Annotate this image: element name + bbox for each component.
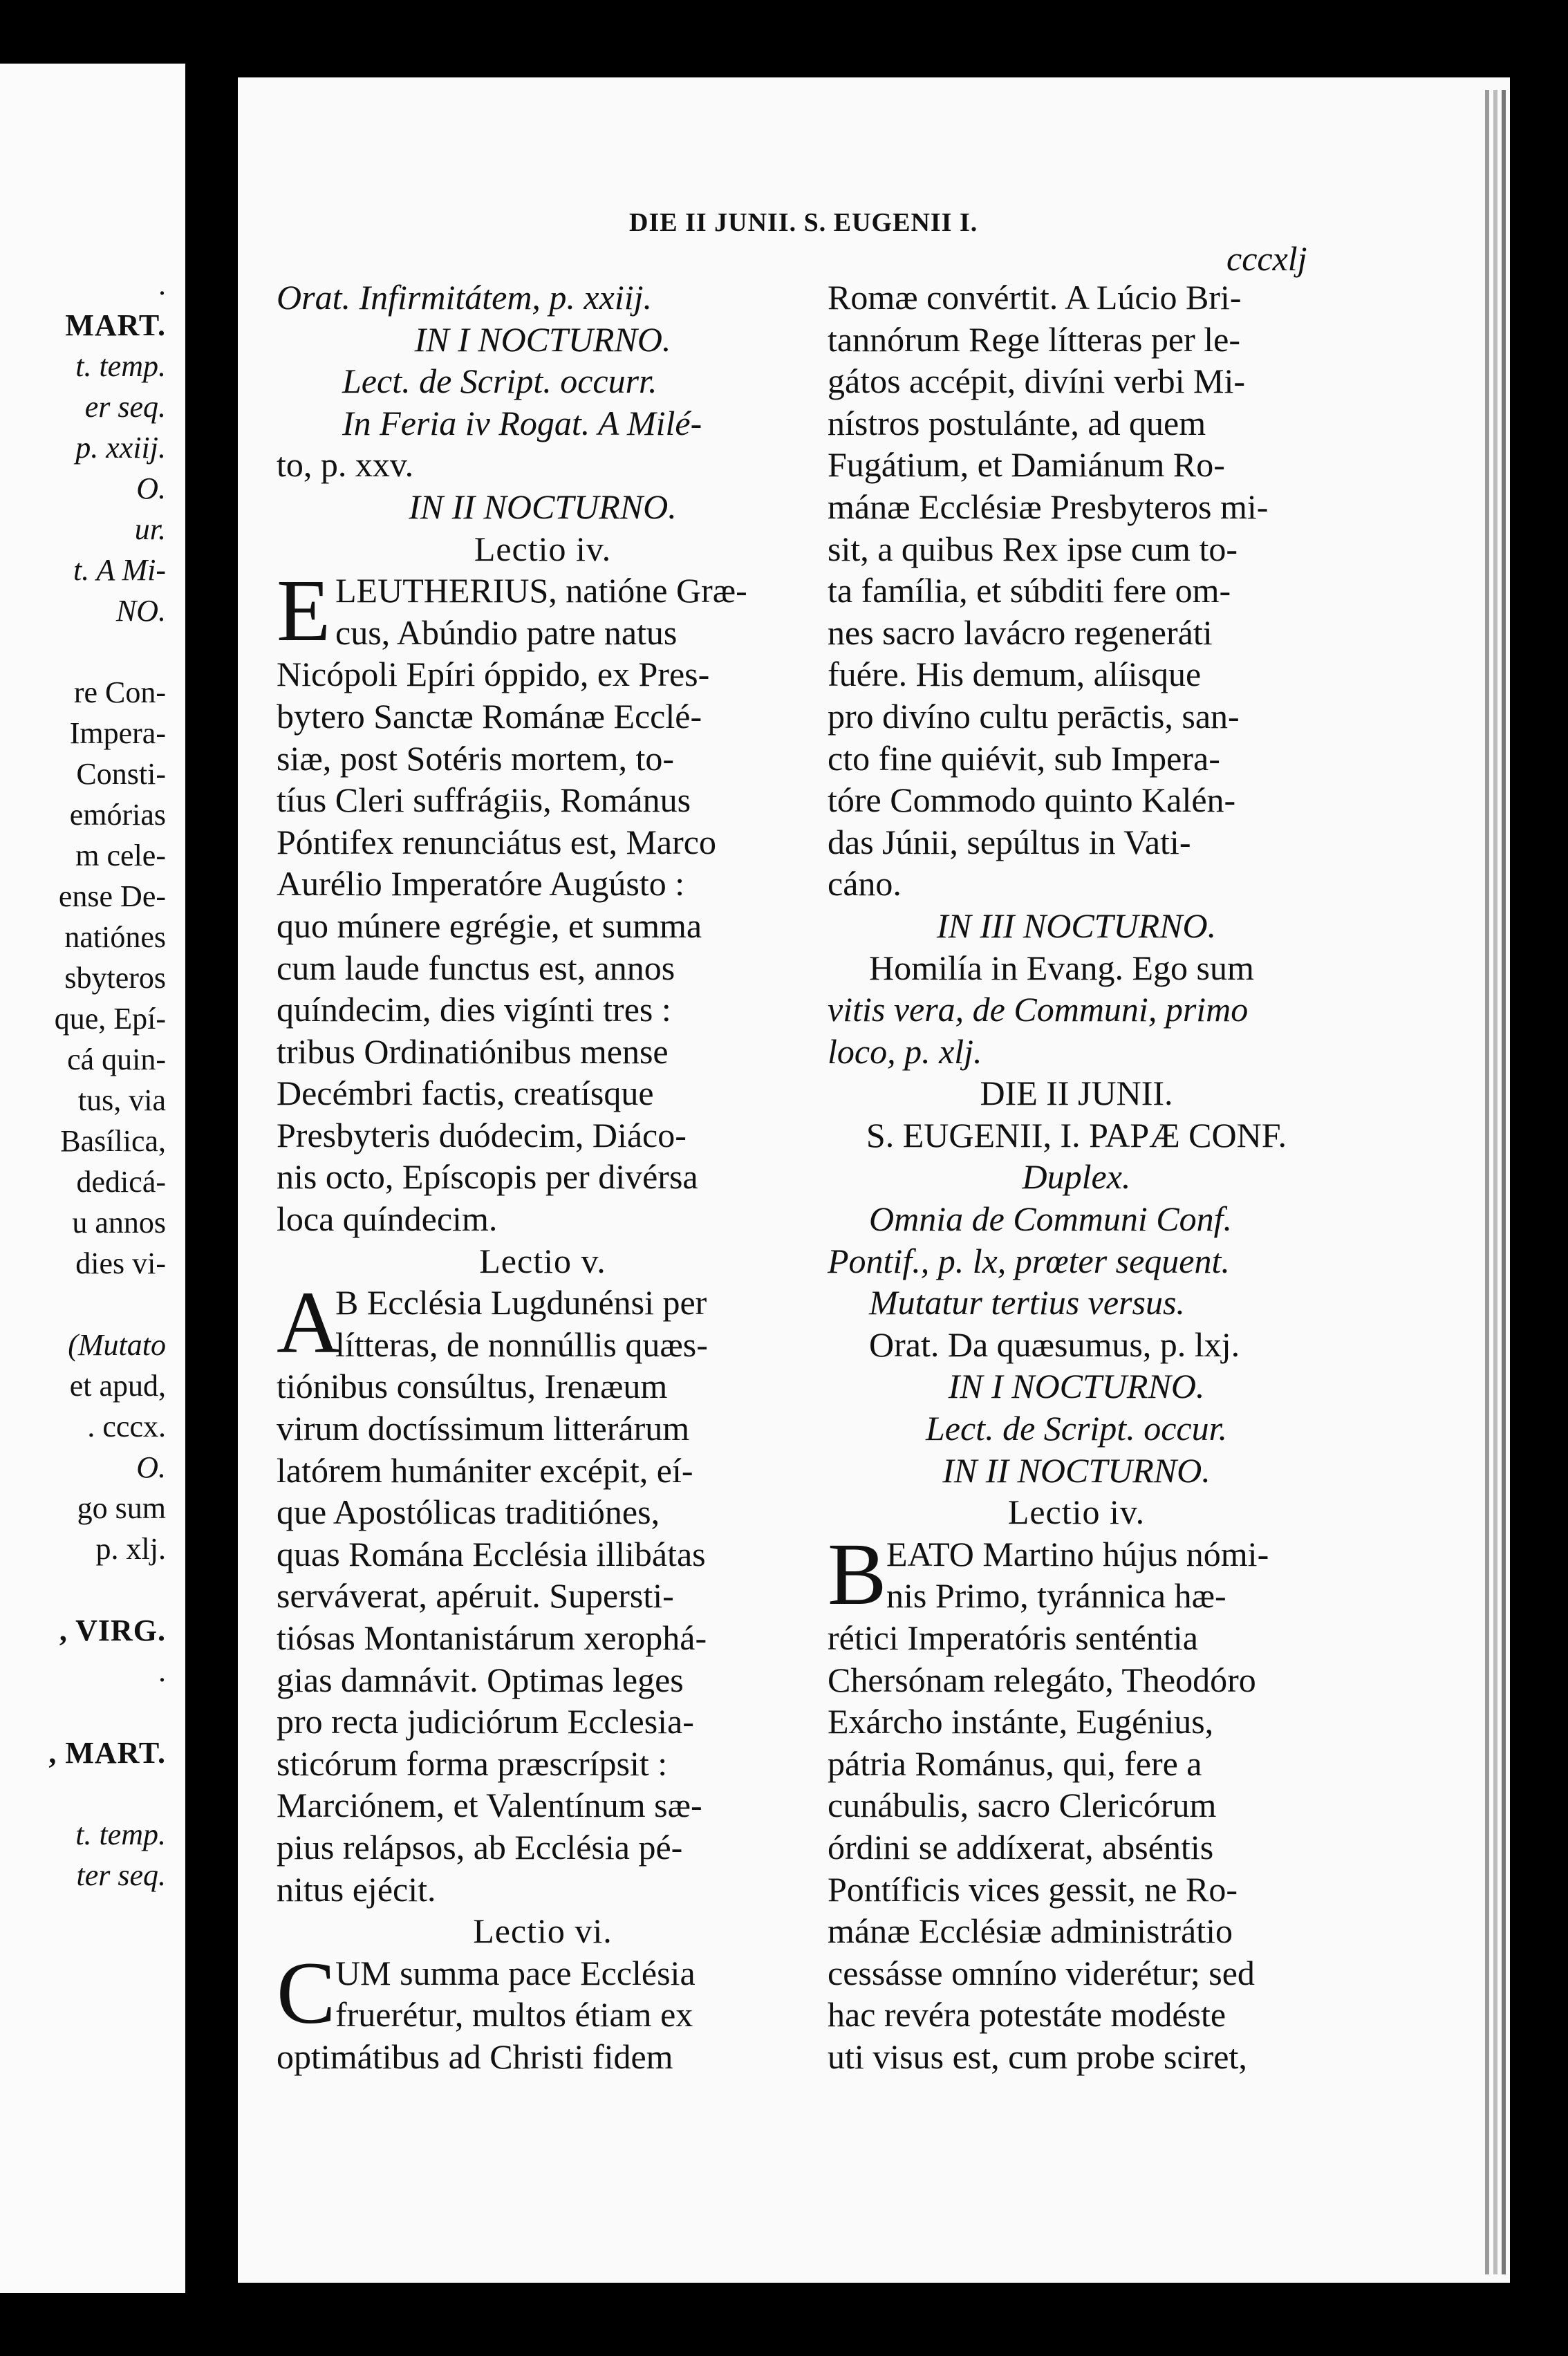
drop-cap: A [277, 1273, 341, 1372]
text-line: cum laude functus est, annos [277, 948, 675, 987]
prev-page-line: dedicá- [76, 1165, 166, 1199]
text-line: quas Románа Ecclésia illibátas [277, 1534, 706, 1573]
text-line: tribus Ordinatiónibus mense [277, 1031, 669, 1071]
rubric-line: Omnia de Communi Conf. [869, 1199, 1232, 1239]
text-line: Pontíficis vices gessit, ne Ro- [828, 1869, 1238, 1909]
rubric-line: Pontif., p. lx, prœter sequent. [828, 1241, 1230, 1280]
page-edge [1485, 90, 1489, 2274]
rubric-feria: In Feria iv Rogat. A Milé- [342, 403, 702, 442]
text-line: Póntifex renunciátus est, Marco [277, 822, 716, 861]
text-line: fuére. His demum, alíisque [828, 655, 1202, 694]
lectio-heading: Lectio vi. [473, 1911, 613, 1951]
prev-page-line: er seq. [84, 390, 166, 424]
prev-page-line: Basílica, [60, 1124, 166, 1158]
text-line: gias damnávit. Optimas leges [277, 1660, 684, 1699]
rubric-feria-cont: to, p. xxv. [277, 445, 414, 485]
prev-page-line: p. xlj. [95, 1532, 166, 1566]
drop-cap: B [828, 1524, 887, 1623]
lectio-v-text [277, 1273, 809, 1910]
text-line: tiónibus consúltus, Irenæum [277, 1367, 668, 1406]
text-line: cunábulis, sacro Clericórum [828, 1786, 1217, 1825]
text-line: pro divíno cultu perāctis, san- [828, 696, 1240, 736]
text-line: siæ, post Sotéris mortem, to- [277, 738, 674, 778]
text-line: Chersónam relegáto, Theodóro [828, 1660, 1256, 1699]
text-line: cáno. [828, 864, 902, 904]
left-column [277, 277, 809, 2078]
prev-page-line: natiónes [64, 920, 166, 954]
text-line: Romæ convértit. A Lúcio Bri- [828, 278, 1242, 317]
text-line: cus, Abúndio patre natus [335, 613, 678, 652]
text-line: cessásse omníno viderétur; sed [828, 1953, 1255, 1992]
text-line: rétici Imperatóris senténtia [828, 1618, 1198, 1657]
rubric-line: IN II NOCTURNO. [942, 1450, 1211, 1490]
prev-page-line: tus, via [77, 1083, 166, 1117]
page-edge [1502, 90, 1506, 2274]
text-line: sticórum forma præscrípsit : [277, 1743, 668, 1783]
prev-page-line: . cccx. [87, 1410, 166, 1443]
text-line: Aurélio Imperatóre Augústo : [277, 864, 685, 904]
rubric-line: S. EUGENII, I. PAPÆ CONF. [866, 1115, 1287, 1154]
text-line: ta família, et súbditi fere om- [828, 571, 1231, 610]
text-line: optimátibus ad Christi fidem [277, 2037, 673, 2076]
rubric-line: Orat. Da quæsumus, p. lxj. [869, 1325, 1240, 1364]
text-line: Marciónem, et Valentínum sæ- [277, 1786, 702, 1825]
text-line: que Apostólicas traditiónes, [277, 1493, 660, 1532]
rubric-lect: Lect. de Script. occurr. [342, 362, 657, 401]
text-line: bytero Sanctæ Románæ Ecclé- [277, 696, 702, 736]
text-line: pius relápsos, ab Ecclésia pé- [277, 1827, 683, 1867]
text-line: mánæ Ecclésiæ Presbyteros mi- [828, 487, 1269, 526]
text-line: Exárcho instánte, Eugénius, [828, 1702, 1214, 1741]
text-line: nis Primo, tyránnica hæ- [886, 1576, 1226, 1616]
nocturn-heading: IN I NOCTURNO. [414, 319, 671, 359]
rubric-line: Lect. de Script. occur. [925, 1409, 1227, 1448]
text-line: loca quíndecim. [277, 1199, 498, 1239]
prev-page-line: (Mutato [68, 1328, 166, 1362]
prev-page-line: ur. [134, 512, 166, 546]
text-line: tannórum Rege lítteras per le- [828, 319, 1240, 359]
prev-page-line: ense De- [58, 879, 166, 913]
text-line: tiósas Montanistárum xerophá- [277, 1618, 707, 1657]
text-line: mánæ Ecclésiæ administrátio [828, 1911, 1233, 1951]
rubric-line: IN III NOCTURNO. [936, 906, 1217, 945]
right-column [828, 277, 1325, 2078]
text-line: pátria Románus, qui, fere a [828, 1743, 1202, 1783]
text-line: LEUTHERIUS, natióne Græ- [335, 571, 747, 610]
lectio-iv-text [277, 561, 809, 1240]
previous-page-fragment [0, 64, 185, 2293]
prev-page-line: t. temp. [75, 1817, 166, 1851]
lectio-heading: Lectio iv. [474, 529, 612, 568]
prev-page-line: t. A Mi- [73, 553, 166, 587]
prev-page-line: , VIRG. [59, 1614, 166, 1647]
prev-page-line: . [158, 268, 166, 301]
rubric-line: loco, p. xlj. [828, 1031, 982, 1071]
text-line: quo múnere egrégie, et summa [277, 906, 702, 945]
text-line: das Júnii, sepúltus in Vati- [828, 822, 1191, 861]
lectio-vi-continuation [828, 277, 1325, 905]
prev-page-line: emórias [69, 798, 166, 832]
text-line: sit, a quibus Rex ipse cum to- [828, 529, 1238, 568]
text-line: nes sacro lavácro regeneráti [828, 613, 1213, 652]
text-line: Fugátium, et Damiánum Ro- [828, 445, 1225, 485]
rubric-line: Lectio iv. [1007, 1493, 1146, 1532]
prev-page-line: u annos [72, 1206, 166, 1240]
prev-page-line: p. xxiij. [75, 431, 166, 465]
page-edge [1493, 90, 1497, 2274]
prev-page-line: et apud, [69, 1369, 166, 1403]
text-line: Nicópoli Epíri óppido, ex Pres- [277, 655, 710, 694]
rubric-line: Duplex. [1022, 1157, 1131, 1197]
rubric-line: Mutatur tertius versus. [869, 1283, 1185, 1322]
text-line: lítteras, de nonnúllis quæs- [335, 1325, 708, 1364]
prev-page-line: Consti- [76, 757, 166, 791]
rubrics-block [828, 905, 1325, 1533]
text-line: pro recta judiciórum Ecclesia- [277, 1702, 694, 1741]
prev-page-line: , MART. [48, 1736, 166, 1770]
text-line: EATO Martino hújus nómi- [886, 1534, 1269, 1573]
text-line: nis octo, Epíscopis per divérsa [277, 1157, 698, 1197]
rubric-line: vitis vera, de Communi, primo [828, 990, 1249, 1029]
running-header: DIE II JUNII. S. EUGENII I. [629, 208, 978, 237]
text-line: serváverat, apéruit. Supersti- [277, 1576, 674, 1616]
text-line: latórem humániter excépit, eí- [277, 1450, 693, 1490]
text-line: órdini se addíxerat, abséntis [828, 1827, 1214, 1867]
rubric-line: DIE II JUNII. [980, 1074, 1173, 1113]
prev-page-line: O. [136, 1450, 166, 1484]
text-line: fruerétur, multos étiam ex [335, 1995, 693, 2035]
text-line: hac revéra potestáte modéste [828, 1995, 1226, 2035]
prev-page-line: sbyteros [64, 961, 166, 995]
text-line: nitus ejécit. [277, 1869, 436, 1909]
prev-page-line: MART. [65, 308, 166, 342]
prev-page-line: m cele- [75, 839, 166, 872]
prev-page-line: ter seq. [76, 1858, 166, 1892]
prev-page-line: go sum [77, 1491, 166, 1525]
drop-cap: E [277, 561, 331, 660]
text-line: gátos accépit, divíni verbi Mi- [828, 362, 1246, 401]
rubric-orat: Orat. Infirmitátem, p. xxiij. [277, 278, 652, 317]
nocturn-heading: IN II NOCTURNO. [409, 487, 677, 526]
eugenius-lectio-iv-text [828, 1524, 1325, 2078]
text-line: cto fine quiévit, sub Impera- [828, 738, 1220, 778]
text-line: UM summa pace Ecclésia [335, 1953, 696, 1992]
text-line: uti visus est, cum probe sciret, [828, 2037, 1247, 2076]
prev-page-line: t. temp. [75, 349, 166, 383]
prev-page-line: . [158, 1654, 166, 1688]
prev-page-line: que, Epí- [54, 1002, 166, 1036]
drop-cap: C [277, 1943, 336, 2042]
page-number: cccxlj [1226, 239, 1307, 278]
text-line: quíndecim, dies vigínti tres : [277, 990, 671, 1029]
lectio-vi-text [277, 1943, 809, 2078]
rubric-line: IN I NOCTURNO. [948, 1367, 1205, 1406]
text-line: B Ecclésia Lugdunénsi per [335, 1283, 707, 1322]
prev-page-line: Impera- [69, 716, 166, 750]
text-line: Decémbri factis, creatísque [277, 1074, 654, 1113]
prev-page-line: NO. [115, 594, 166, 628]
lectio-heading: Lectio v. [479, 1241, 606, 1280]
rubric-line: Homilía in Evang. Ego sum [869, 948, 1254, 987]
prev-page-line: cá quin- [67, 1043, 166, 1076]
prev-page-line: re Con- [73, 675, 166, 709]
prev-page-line: O. [136, 471, 166, 505]
text-line: nístros postulánte, ad quem [828, 403, 1206, 442]
text-line: virum doctíssimum litterárum [277, 1409, 690, 1448]
text-line: tíus Cleri suffrágiis, Románus [277, 780, 691, 820]
text-line: tóre Commodo quinto Kalén- [828, 780, 1236, 820]
prev-page-line: dies vi- [75, 1246, 166, 1280]
text-line: Presbyteris duódecim, Diáco- [277, 1115, 687, 1154]
